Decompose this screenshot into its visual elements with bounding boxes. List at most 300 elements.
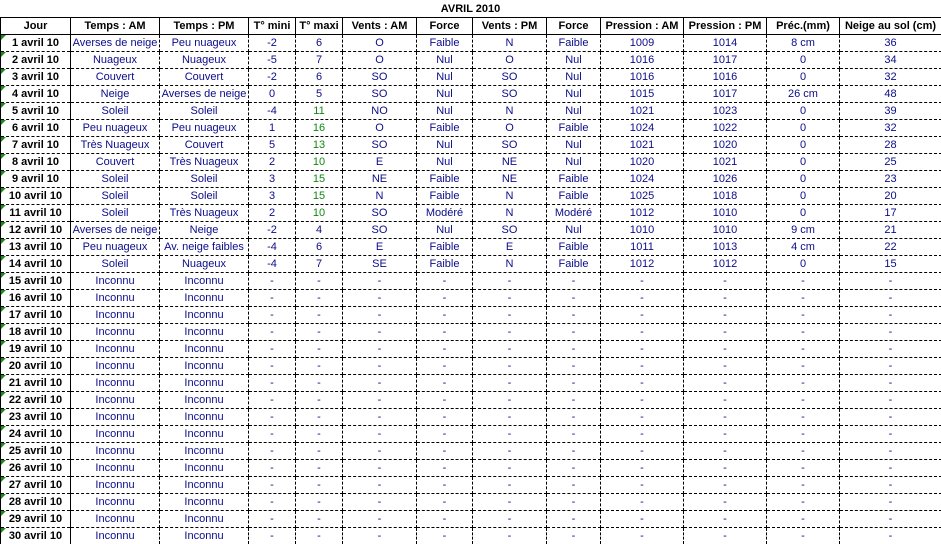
pressure-pm-cell[interactable]: 1013 (684, 239, 767, 256)
col-header-precip[interactable]: Préc.(mm) (767, 18, 840, 35)
temp-min-cell[interactable]: -2 (249, 69, 296, 86)
col-header-temps-am[interactable]: Temps : AM (71, 18, 160, 35)
precip-cell[interactable]: - (767, 409, 840, 426)
precip-cell[interactable]: - (767, 494, 840, 511)
pressure-am-cell[interactable]: - (601, 426, 684, 443)
force-am-cell[interactable]: Faible (417, 35, 473, 52)
force-pm-cell[interactable]: Faible (547, 171, 601, 188)
temp-max-cell[interactable]: 15 (296, 188, 343, 205)
weather-am-cell[interactable]: Très Nuageux (71, 137, 160, 154)
day-cell[interactable]: 4 avril 10 (1, 86, 71, 103)
force-am-cell[interactable]: - (417, 307, 473, 324)
pressure-pm-cell[interactable]: - (684, 290, 767, 307)
precip-cell[interactable]: - (767, 460, 840, 477)
wind-pm-cell[interactable]: N (473, 205, 547, 222)
wind-am-cell[interactable]: - (343, 443, 417, 460)
force-pm-cell[interactable]: Nul (547, 154, 601, 171)
wind-am-cell[interactable]: - (343, 273, 417, 290)
temp-min-cell[interactable]: -4 (249, 239, 296, 256)
force-am-cell[interactable]: Faible (417, 188, 473, 205)
force-am-cell[interactable]: Nul (417, 52, 473, 69)
wind-pm-cell[interactable]: E (473, 239, 547, 256)
day-cell[interactable]: 21 avril 10 (1, 375, 71, 392)
pressure-pm-cell[interactable]: 1016 (684, 69, 767, 86)
force-pm-cell[interactable]: - (547, 528, 601, 544)
weather-pm-cell[interactable]: Nuageux (160, 52, 249, 69)
precip-cell[interactable]: - (767, 358, 840, 375)
day-cell[interactable]: 15 avril 10 (1, 273, 71, 290)
wind-pm-cell[interactable]: - (473, 409, 547, 426)
pressure-pm-cell[interactable]: - (684, 392, 767, 409)
day-cell[interactable]: 7 avril 10 (1, 137, 71, 154)
weather-pm-cell[interactable]: Couvert (160, 137, 249, 154)
wind-pm-cell[interactable]: - (473, 375, 547, 392)
pressure-am-cell[interactable]: 1011 (601, 239, 684, 256)
snow-depth-cell[interactable]: 48 (840, 86, 941, 103)
wind-pm-cell[interactable]: SO (473, 137, 547, 154)
temp-min-cell[interactable]: 3 (249, 171, 296, 188)
pressure-pm-cell[interactable]: - (684, 375, 767, 392)
snow-depth-cell[interactable]: 22 (840, 239, 941, 256)
pressure-pm-cell[interactable]: 1018 (684, 188, 767, 205)
snow-depth-cell[interactable]: 15 (840, 256, 941, 273)
weather-am-cell[interactable]: Inconnu (71, 358, 160, 375)
temp-max-cell[interactable]: 6 (296, 239, 343, 256)
pressure-pm-cell[interactable]: - (684, 273, 767, 290)
pressure-pm-cell[interactable]: 1017 (684, 86, 767, 103)
wind-am-cell[interactable]: - (343, 392, 417, 409)
weather-pm-cell[interactable]: Nuageux (160, 256, 249, 273)
precip-cell[interactable]: - (767, 375, 840, 392)
snow-depth-cell[interactable]: - (840, 375, 941, 392)
col-header-jour[interactable]: Jour (1, 18, 71, 35)
day-cell[interactable]: 19 avril 10 (1, 341, 71, 358)
force-pm-cell[interactable]: - (547, 273, 601, 290)
weather-pm-cell[interactable]: Averses de neige (160, 86, 249, 103)
temp-min-cell[interactable]: - (249, 375, 296, 392)
temp-max-cell[interactable]: 4 (296, 222, 343, 239)
day-cell[interactable]: 12 avril 10 (1, 222, 71, 239)
wind-pm-cell[interactable]: - (473, 273, 547, 290)
precip-cell[interactable]: 26 cm (767, 86, 840, 103)
pressure-pm-cell[interactable]: - (684, 443, 767, 460)
wind-am-cell[interactable]: - (343, 528, 417, 544)
force-am-cell[interactable]: - (417, 273, 473, 290)
wind-pm-cell[interactable]: - (473, 460, 547, 477)
wind-pm-cell[interactable]: N (473, 35, 547, 52)
temp-min-cell[interactable]: - (249, 528, 296, 544)
weather-pm-cell[interactable]: Inconnu (160, 307, 249, 324)
precip-cell[interactable]: - (767, 273, 840, 290)
force-pm-cell[interactable]: - (547, 324, 601, 341)
force-am-cell[interactable]: Nul (417, 103, 473, 120)
pressure-pm-cell[interactable]: 1010 (684, 222, 767, 239)
precip-cell[interactable]: 0 (767, 205, 840, 222)
temp-max-cell[interactable]: 10 (296, 154, 343, 171)
force-pm-cell[interactable]: - (547, 426, 601, 443)
weather-am-cell[interactable]: Averses de neige (71, 222, 160, 239)
precip-cell[interactable]: - (767, 392, 840, 409)
wind-pm-cell[interactable]: N (473, 256, 547, 273)
wind-am-cell[interactable]: NE (343, 171, 417, 188)
precip-cell[interactable]: - (767, 528, 840, 544)
col-header-vents-pm[interactable]: Vents : PM (473, 18, 547, 35)
wind-am-cell[interactable]: - (343, 460, 417, 477)
pressure-am-cell[interactable]: - (601, 324, 684, 341)
weather-pm-cell[interactable]: Inconnu (160, 324, 249, 341)
pressure-pm-cell[interactable]: 1021 (684, 154, 767, 171)
pressure-am-cell[interactable]: 1020 (601, 154, 684, 171)
precip-cell[interactable]: 0 (767, 256, 840, 273)
pressure-pm-cell[interactable]: 1026 (684, 171, 767, 188)
wind-am-cell[interactable]: - (343, 426, 417, 443)
temp-max-cell[interactable]: - (296, 392, 343, 409)
pressure-am-cell[interactable]: 1010 (601, 222, 684, 239)
force-am-cell[interactable]: Faible (417, 171, 473, 188)
precip-cell[interactable]: - (767, 324, 840, 341)
pressure-pm-cell[interactable]: - (684, 409, 767, 426)
weather-am-cell[interactable]: Inconnu (71, 273, 160, 290)
temp-max-cell[interactable]: - (296, 477, 343, 494)
weather-pm-cell[interactable]: Inconnu (160, 460, 249, 477)
col-header-temps-pm[interactable]: Temps : PM (160, 18, 249, 35)
weather-pm-cell[interactable]: Neige (160, 222, 249, 239)
force-am-cell[interactable]: - (417, 324, 473, 341)
snow-depth-cell[interactable]: 28 (840, 137, 941, 154)
wind-pm-cell[interactable]: - (473, 443, 547, 460)
force-pm-cell[interactable]: Modéré (547, 205, 601, 222)
weather-pm-cell[interactable]: Peu nuageux (160, 120, 249, 137)
pressure-pm-cell[interactable]: - (684, 426, 767, 443)
precip-cell[interactable]: 0 (767, 52, 840, 69)
snow-depth-cell[interactable]: 34 (840, 52, 941, 69)
temp-min-cell[interactable]: - (249, 494, 296, 511)
col-header-force-am[interactable]: Force (417, 18, 473, 35)
day-cell[interactable]: 20 avril 10 (1, 358, 71, 375)
pressure-am-cell[interactable]: 1009 (601, 35, 684, 52)
weather-am-cell[interactable]: Inconnu (71, 477, 160, 494)
weather-pm-cell[interactable]: Av. neige faibles (160, 239, 249, 256)
snow-depth-cell[interactable]: 17 (840, 205, 941, 222)
wind-am-cell[interactable]: - (343, 307, 417, 324)
temp-max-cell[interactable]: - (296, 358, 343, 375)
day-cell[interactable]: 1 avril 10 (1, 35, 71, 52)
weather-am-cell[interactable]: Soleil (71, 188, 160, 205)
temp-min-cell[interactable]: -5 (249, 52, 296, 69)
day-cell[interactable]: 22 avril 10 (1, 392, 71, 409)
weather-pm-cell[interactable]: Inconnu (160, 511, 249, 528)
force-pm-cell[interactable]: Faible (547, 188, 601, 205)
temp-min-cell[interactable]: -4 (249, 103, 296, 120)
force-pm-cell[interactable]: - (547, 358, 601, 375)
snow-depth-cell[interactable]: - (840, 460, 941, 477)
wind-pm-cell[interactable]: - (473, 477, 547, 494)
col-header-temp-min[interactable]: T° mini (249, 18, 296, 35)
snow-depth-cell[interactable]: - (840, 290, 941, 307)
snow-depth-cell[interactable]: - (840, 341, 941, 358)
wind-am-cell[interactable]: - (343, 409, 417, 426)
temp-min-cell[interactable]: 2 (249, 154, 296, 171)
temp-min-cell[interactable]: - (249, 443, 296, 460)
snow-depth-cell[interactable]: - (840, 392, 941, 409)
weather-am-cell[interactable]: Inconnu (71, 375, 160, 392)
weather-pm-cell[interactable]: Inconnu (160, 358, 249, 375)
temp-max-cell[interactable]: - (296, 426, 343, 443)
temp-min-cell[interactable]: - (249, 273, 296, 290)
force-am-cell[interactable]: Nul (417, 222, 473, 239)
snow-depth-cell[interactable]: 36 (840, 35, 941, 52)
snow-depth-cell[interactable]: - (840, 358, 941, 375)
temp-max-cell[interactable]: - (296, 460, 343, 477)
weather-pm-cell[interactable]: Inconnu (160, 477, 249, 494)
force-pm-cell[interactable]: Faible (547, 239, 601, 256)
pressure-pm-cell[interactable]: 1010 (684, 205, 767, 222)
force-pm-cell[interactable]: - (547, 460, 601, 477)
temp-min-cell[interactable]: 2 (249, 205, 296, 222)
pressure-am-cell[interactable]: - (601, 307, 684, 324)
temp-min-cell[interactable]: 3 (249, 188, 296, 205)
day-cell[interactable]: 26 avril 10 (1, 460, 71, 477)
force-pm-cell[interactable]: - (547, 511, 601, 528)
weather-am-cell[interactable]: Inconnu (71, 460, 160, 477)
weather-am-cell[interactable]: Couvert (71, 154, 160, 171)
pressure-am-cell[interactable]: 1016 (601, 52, 684, 69)
temp-min-cell[interactable]: - (249, 409, 296, 426)
precip-cell[interactable]: - (767, 426, 840, 443)
force-pm-cell[interactable]: - (547, 307, 601, 324)
force-am-cell[interactable]: Faible (417, 239, 473, 256)
force-am-cell[interactable]: Modéré (417, 205, 473, 222)
weather-pm-cell[interactable]: Inconnu (160, 426, 249, 443)
force-am-cell[interactable]: - (417, 511, 473, 528)
force-am-cell[interactable]: Faible (417, 120, 473, 137)
force-am-cell[interactable]: - (417, 392, 473, 409)
wind-am-cell[interactable]: - (343, 494, 417, 511)
snow-depth-cell[interactable]: - (840, 528, 941, 544)
wind-am-cell[interactable]: SO (343, 205, 417, 222)
force-pm-cell[interactable]: Nul (547, 222, 601, 239)
temp-min-cell[interactable]: - (249, 392, 296, 409)
pressure-am-cell[interactable]: - (601, 392, 684, 409)
precip-cell[interactable]: 0 (767, 69, 840, 86)
day-cell[interactable]: 17 avril 10 (1, 307, 71, 324)
weather-pm-cell[interactable]: Couvert (160, 69, 249, 86)
force-pm-cell[interactable]: - (547, 375, 601, 392)
force-pm-cell[interactable]: - (547, 477, 601, 494)
force-pm-cell[interactable]: - (547, 290, 601, 307)
wind-am-cell[interactable]: - (343, 511, 417, 528)
pressure-am-cell[interactable]: - (601, 290, 684, 307)
wind-am-cell[interactable]: O (343, 35, 417, 52)
temp-min-cell[interactable]: 0 (249, 86, 296, 103)
temp-max-cell[interactable]: - (296, 511, 343, 528)
temp-min-cell[interactable]: - (249, 307, 296, 324)
wind-pm-cell[interactable]: - (473, 511, 547, 528)
wind-am-cell[interactable]: - (343, 290, 417, 307)
pressure-am-cell[interactable]: - (601, 341, 684, 358)
col-header-pression-am[interactable]: Pression : AM (601, 18, 684, 35)
weather-pm-cell[interactable]: Inconnu (160, 341, 249, 358)
weather-pm-cell[interactable]: Inconnu (160, 290, 249, 307)
precip-cell[interactable]: 0 (767, 188, 840, 205)
temp-min-cell[interactable]: - (249, 324, 296, 341)
day-cell[interactable]: 10 avril 10 (1, 188, 71, 205)
weather-am-cell[interactable]: Soleil (71, 205, 160, 222)
force-pm-cell[interactable]: Nul (547, 69, 601, 86)
weather-pm-cell[interactable]: Inconnu (160, 375, 249, 392)
day-cell[interactable]: 25 avril 10 (1, 443, 71, 460)
precip-cell[interactable]: - (767, 290, 840, 307)
pressure-pm-cell[interactable]: 1020 (684, 137, 767, 154)
day-cell[interactable]: 3 avril 10 (1, 69, 71, 86)
force-pm-cell[interactable]: Nul (547, 103, 601, 120)
force-am-cell[interactable]: - (417, 426, 473, 443)
force-am-cell[interactable]: - (417, 477, 473, 494)
pressure-am-cell[interactable]: - (601, 477, 684, 494)
temp-max-cell[interactable]: - (296, 443, 343, 460)
weather-pm-cell[interactable]: Soleil (160, 171, 249, 188)
day-cell[interactable]: 16 avril 10 (1, 290, 71, 307)
force-am-cell[interactable]: Nul (417, 154, 473, 171)
temp-min-cell[interactable]: - (249, 426, 296, 443)
wind-am-cell[interactable]: - (343, 375, 417, 392)
pressure-am-cell[interactable]: - (601, 511, 684, 528)
pressure-am-cell[interactable]: - (601, 528, 684, 544)
snow-depth-cell[interactable]: - (840, 273, 941, 290)
weather-pm-cell[interactable]: Soleil (160, 103, 249, 120)
wind-am-cell[interactable]: N (343, 188, 417, 205)
day-cell[interactable]: 9 avril 10 (1, 171, 71, 188)
temp-min-cell[interactable]: - (249, 511, 296, 528)
snow-depth-cell[interactable]: 32 (840, 120, 941, 137)
snow-depth-cell[interactable]: - (840, 307, 941, 324)
pressure-pm-cell[interactable]: 1012 (684, 256, 767, 273)
weather-pm-cell[interactable]: Inconnu (160, 528, 249, 544)
force-am-cell[interactable]: - (417, 409, 473, 426)
wind-am-cell[interactable]: O (343, 52, 417, 69)
snow-depth-cell[interactable]: - (840, 494, 941, 511)
pressure-am-cell[interactable]: 1025 (601, 188, 684, 205)
wind-pm-cell[interactable]: N (473, 188, 547, 205)
temp-max-cell[interactable]: 15 (296, 171, 343, 188)
weather-am-cell[interactable]: Inconnu (71, 290, 160, 307)
temp-max-cell[interactable]: - (296, 324, 343, 341)
temp-min-cell[interactable]: 5 (249, 137, 296, 154)
weather-am-cell[interactable]: Inconnu (71, 528, 160, 544)
force-am-cell[interactable]: - (417, 528, 473, 544)
temp-min-cell[interactable]: -2 (249, 35, 296, 52)
day-cell[interactable]: 28 avril 10 (1, 494, 71, 511)
weather-am-cell[interactable]: Peu nuageux (71, 120, 160, 137)
day-cell[interactable]: 24 avril 10 (1, 426, 71, 443)
weather-am-cell[interactable]: Inconnu (71, 341, 160, 358)
temp-min-cell[interactable]: -2 (249, 222, 296, 239)
pressure-am-cell[interactable]: - (601, 273, 684, 290)
precip-cell[interactable]: 8 cm (767, 35, 840, 52)
temp-min-cell[interactable]: - (249, 341, 296, 358)
precip-cell[interactable]: - (767, 477, 840, 494)
snow-depth-cell[interactable]: 23 (840, 171, 941, 188)
force-am-cell[interactable]: - (417, 494, 473, 511)
temp-max-cell[interactable]: 5 (296, 86, 343, 103)
wind-pm-cell[interactable]: NE (473, 171, 547, 188)
snow-depth-cell[interactable]: - (840, 409, 941, 426)
col-header-temp-max[interactable]: T° maxi (296, 18, 343, 35)
pressure-pm-cell[interactable]: - (684, 528, 767, 544)
weather-am-cell[interactable]: Neige (71, 86, 160, 103)
force-am-cell[interactable]: Nul (417, 137, 473, 154)
col-header-force-pm[interactable]: Force (547, 18, 601, 35)
wind-am-cell[interactable]: SO (343, 86, 417, 103)
wind-am-cell[interactable]: - (343, 358, 417, 375)
weather-pm-cell[interactable]: Très Nuageux (160, 154, 249, 171)
wind-am-cell[interactable]: - (343, 324, 417, 341)
precip-cell[interactable]: 0 (767, 103, 840, 120)
weather-am-cell[interactable]: Peu nuageux (71, 239, 160, 256)
weather-am-cell[interactable]: Inconnu (71, 426, 160, 443)
temp-max-cell[interactable]: 11 (296, 103, 343, 120)
weather-am-cell[interactable]: Inconnu (71, 494, 160, 511)
temp-max-cell[interactable]: 13 (296, 137, 343, 154)
temp-max-cell[interactable]: - (296, 494, 343, 511)
force-pm-cell[interactable]: - (547, 443, 601, 460)
weather-am-cell[interactable]: Soleil (71, 171, 160, 188)
pressure-pm-cell[interactable]: 1014 (684, 35, 767, 52)
temp-max-cell[interactable]: - (296, 273, 343, 290)
temp-min-cell[interactable]: 1 (249, 120, 296, 137)
temp-min-cell[interactable]: -4 (249, 256, 296, 273)
temp-max-cell[interactable]: 10 (296, 205, 343, 222)
pressure-am-cell[interactable]: 1012 (601, 256, 684, 273)
precip-cell[interactable]: 0 (767, 120, 840, 137)
pressure-am-cell[interactable]: - (601, 494, 684, 511)
temp-max-cell[interactable]: 16 (296, 120, 343, 137)
pressure-am-cell[interactable]: - (601, 375, 684, 392)
weather-am-cell[interactable]: Inconnu (71, 324, 160, 341)
wind-pm-cell[interactable]: - (473, 528, 547, 544)
day-cell[interactable]: 13 avril 10 (1, 239, 71, 256)
weather-pm-cell[interactable]: Inconnu (160, 494, 249, 511)
weather-am-cell[interactable]: Soleil (71, 256, 160, 273)
wind-am-cell[interactable]: SO (343, 69, 417, 86)
day-cell[interactable]: 27 avril 10 (1, 477, 71, 494)
pressure-am-cell[interactable]: - (601, 460, 684, 477)
force-am-cell[interactable]: - (417, 290, 473, 307)
wind-pm-cell[interactable]: SO (473, 222, 547, 239)
weather-am-cell[interactable]: Inconnu (71, 511, 160, 528)
pressure-am-cell[interactable]: 1016 (601, 69, 684, 86)
temp-min-cell[interactable]: - (249, 477, 296, 494)
wind-pm-cell[interactable]: SO (473, 86, 547, 103)
pressure-pm-cell[interactable]: - (684, 307, 767, 324)
weather-am-cell[interactable]: Inconnu (71, 409, 160, 426)
weather-am-cell[interactable]: Inconnu (71, 392, 160, 409)
wind-pm-cell[interactable]: - (473, 426, 547, 443)
weather-pm-cell[interactable]: Soleil (160, 188, 249, 205)
wind-pm-cell[interactable]: - (473, 290, 547, 307)
temp-max-cell[interactable]: - (296, 409, 343, 426)
day-cell[interactable]: 14 avril 10 (1, 256, 71, 273)
weather-am-cell[interactable]: Inconnu (71, 307, 160, 324)
force-pm-cell[interactable]: - (547, 341, 601, 358)
temp-max-cell[interactable]: 7 (296, 52, 343, 69)
wind-pm-cell[interactable]: - (473, 358, 547, 375)
force-am-cell[interactable]: - (417, 460, 473, 477)
weather-am-cell[interactable]: Nuageux (71, 52, 160, 69)
wind-pm-cell[interactable]: SO (473, 69, 547, 86)
wind-pm-cell[interactable]: - (473, 341, 547, 358)
precip-cell[interactable]: 0 (767, 137, 840, 154)
